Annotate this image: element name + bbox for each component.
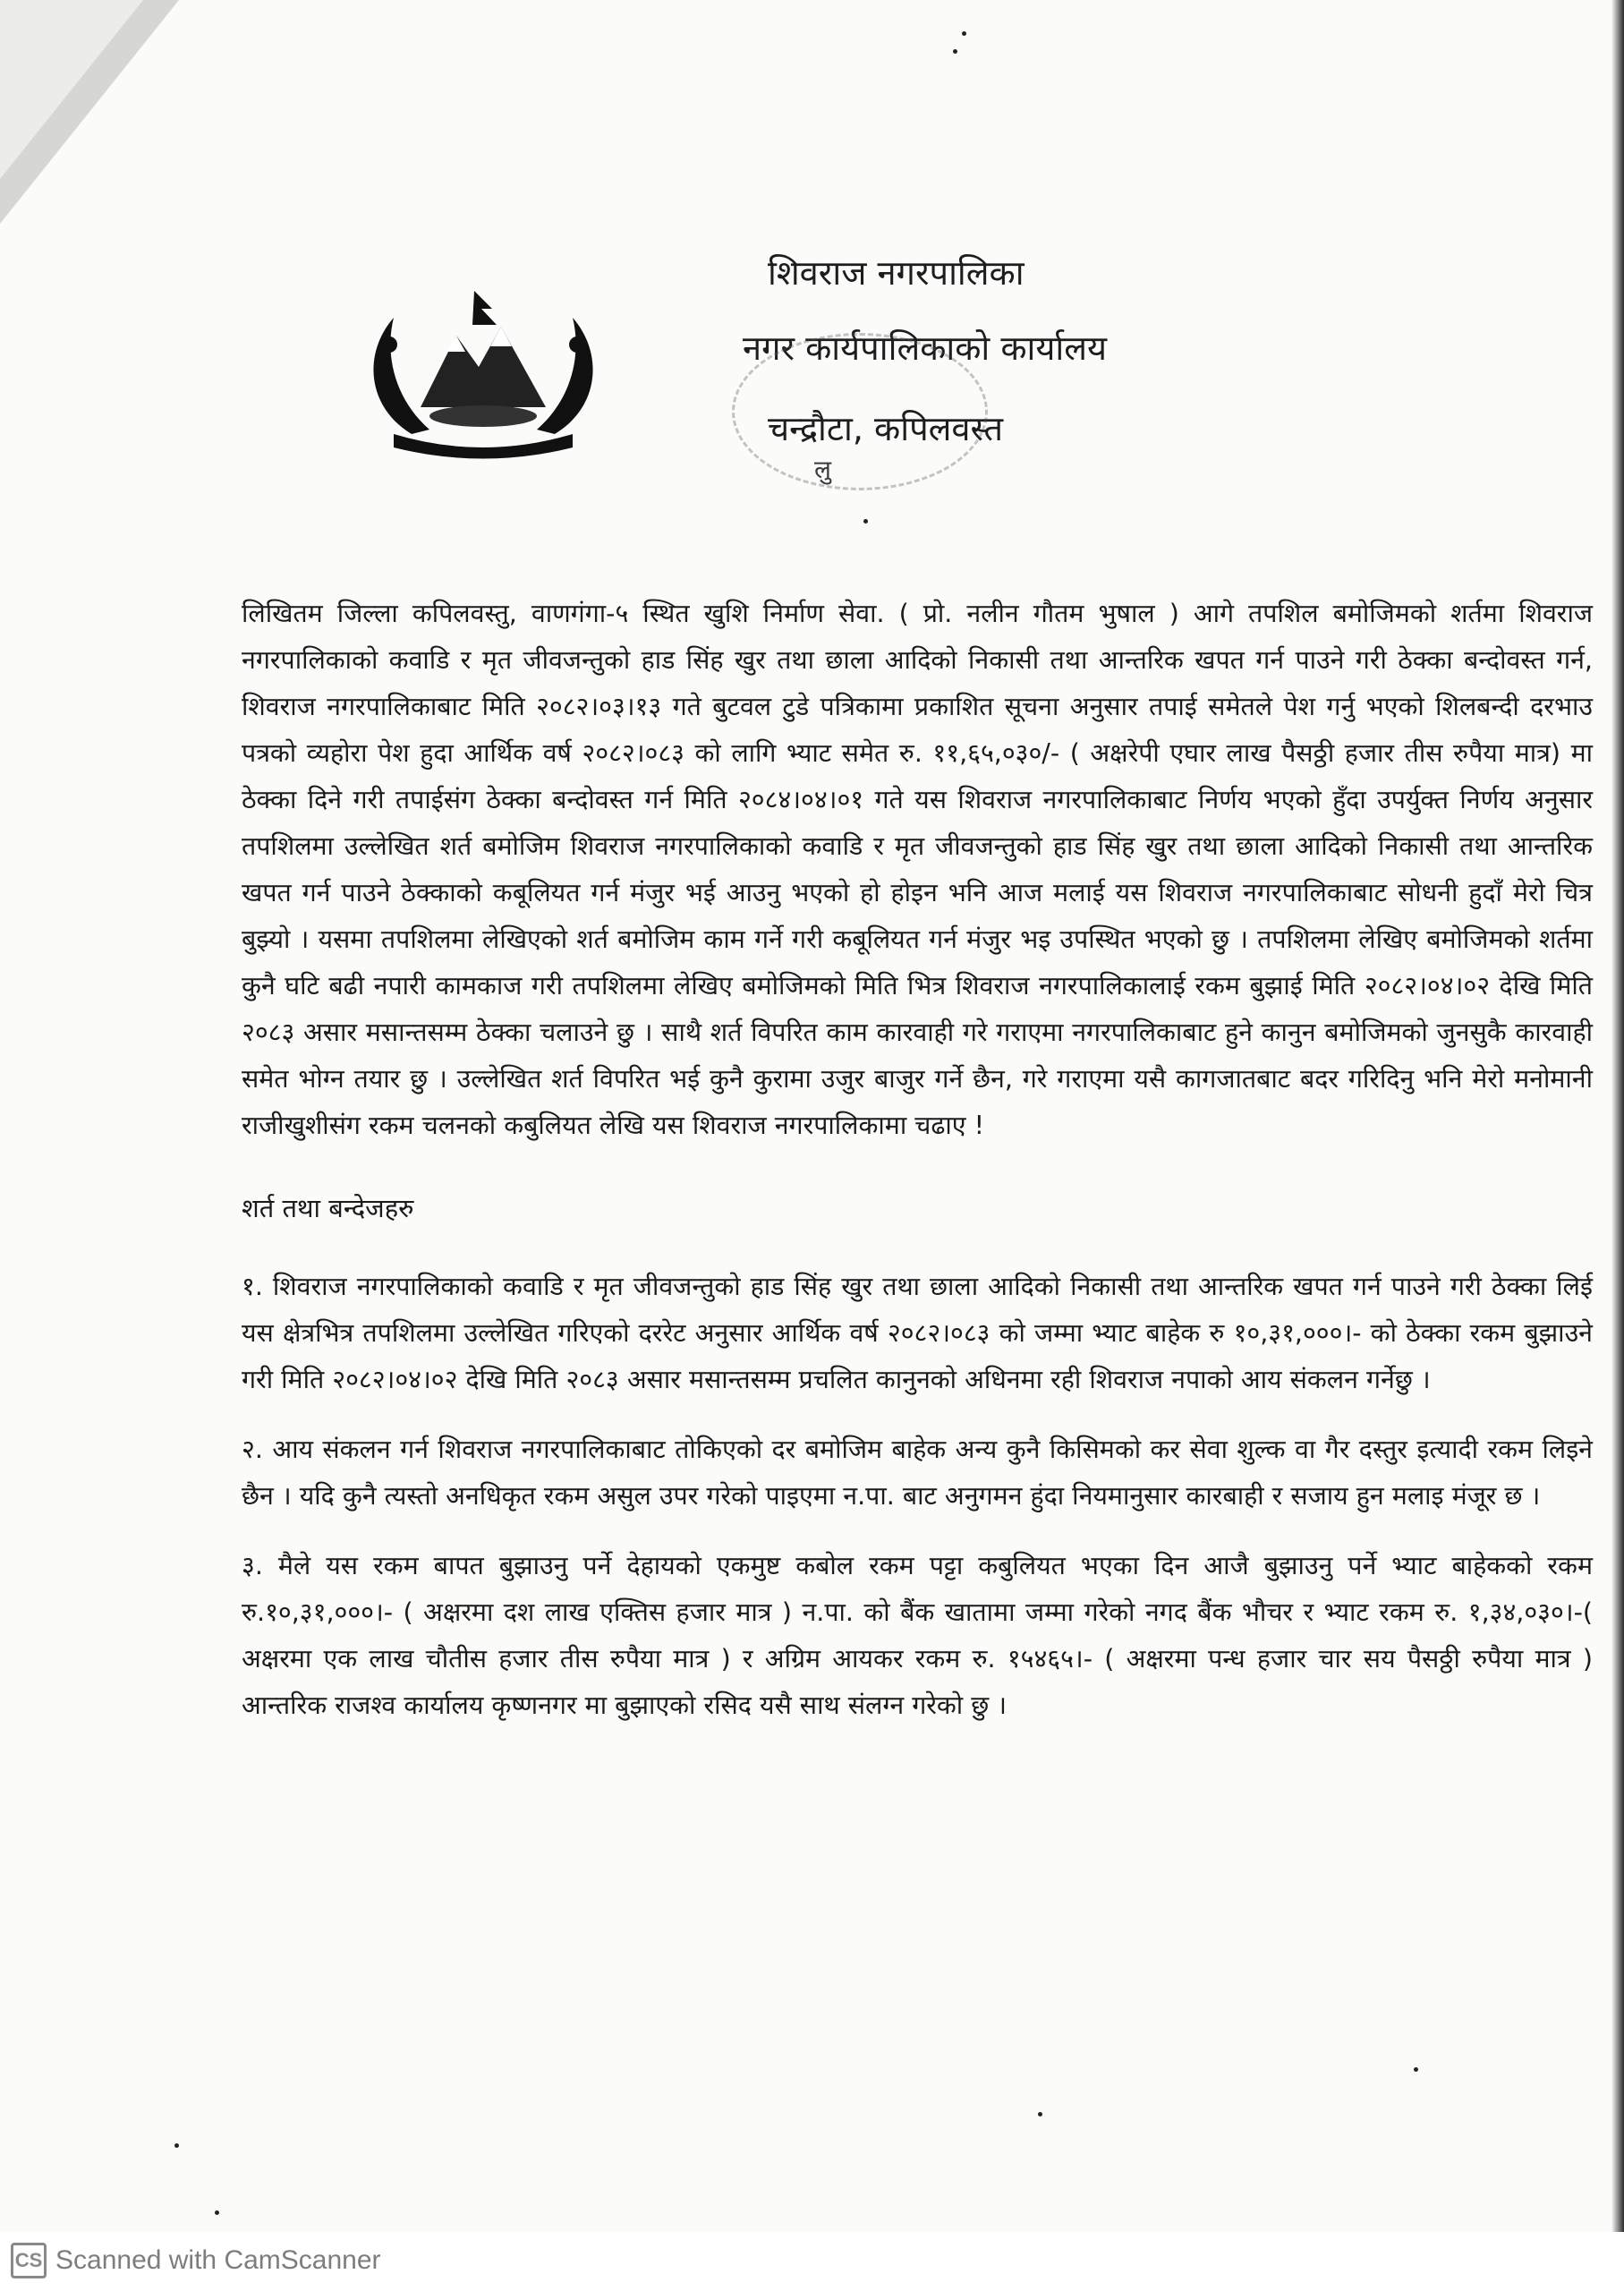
municipality-name: शिवराज नगरपालिका [768, 253, 1025, 293]
page-edge-shadow [1611, 0, 1624, 2291]
office-name: नगर कार्यपालिकाको कार्यालय [743, 328, 1108, 368]
folded-corner-highlight [0, 0, 143, 179]
office-stamp [732, 333, 988, 490]
camscanner-logo-icon: CS [11, 2243, 47, 2278]
letter-body [242, 591, 1593, 1752]
stamp-mark: लु [814, 455, 831, 484]
section-title: शर्त तथा बन्देजहरु [242, 1193, 414, 1223]
office-address: चन्द्रौटा, कपिलवस्त [768, 409, 1003, 448]
camscanner-watermark [11, 2243, 381, 2278]
clause-2: २. आय संकलन गर्न शिवराज नगरपालिकाबाट तोकिएको दर बमोजिम बाहेक अन्य कुनै किसिमको कर सेवा शुल्क वा गैर दस्तुर इत्यादी रकम लिइने छैन । यदि कुनै त्यस्तो अनधिकृत रकम असुल उपर गरेको पाइएमा न.पा. बाट अनुगमन हुंदा नियमानुसार कारबाही र सजाय हुन मलाइ मंजूर छ । [242, 1435, 1593, 1511]
clause-1: १. शिवराज नगरपालिकाको कवाडि र मृत जीवजन्तुको हाड सिंह खुर तथा छाला आदिको निकासी तथा आन्तरिक खपत गर्न पाउने गरी ठेक्का लिई यस क्षेत्रभित्र तपशिलमा उल्लेखित गरिएको दररेट अनुसार आर्थिक वर्ष २०८२।०८३ को जम्मा भ्याट बाहेक रु १०,३१,०००।- को ठेक्का रकम बुझाउने गरी मिति २०८२।०४।०२ देखि मिति २०८३ असार मसान्तसम्म प्रचलित कानुनको अधिनमा रही शिवराज नपाको आय संकलन गर्नेछु । [242, 1272, 1593, 1394]
clause-3: ३. मैले यस रकम बापत बुझाउनु पर्ने देहायको एकमुष्ट कबोल रकम पट्टा कबुलियत भएका दिन आजै बुझाउनु पर्ने भ्याट बाहेकको रकम रु.१०,३१,०००।- ( अक्षरमा दश लाख एक्तिस हजार मात्र ) न.पा. को बैंक खातामा जम्मा गरेको नगद बैंक भौचर र भ्याट रकम रु. १,३४,०३०।-( अक्षरमा एक लाख चौतीस हजार तीस रुपैया मात्र ) र अग्रिम आयकर रकम रु. १५४६५।- ( अक्षरमा पन्ध हजार चार सय पैसठ्ठी रुपैया मात्र ) आन्तरिक राजश्व कार्यालय कृष्णनगर मा बुझाएको रसिद यसै साथ संलग्न गरेको छु । [242, 1551, 1593, 1720]
nepal-government-emblem-icon [358, 282, 608, 461]
watermark-text: Scanned with CamScanner [55, 2245, 381, 2275]
intro-paragraph: लिखितम जिल्ला कपिलवस्तु, वाणगंगा-५ स्थित खुशि निर्माण सेवा. ( प्रो. नलीन गौतम भुषाल ) आगे तपशिल बमोजिमको शर्तमा शिवराज नगरपालिकाको कवाडि र मृत जीवजन्तुको हाड सिंह खुर तथा छाला आदिको निकासी तथा आन्तरिक खपत गर्न पाउने गरी ठेक्का बन्दोवस्त गर्न, शिवराज नगरपालिकाबाट मिति २०८२।०३।१३ गते बुटवल टुडे पत्रिकामा प्रकाशित सूचना अनुसार तपाई समेतले पेश गर्नु भएको शिलबन्दी दरभाउ पत्रको व्यहोरा पेश हुदा आर्थिक वर्ष २०८२।०८३ को लागि भ्याट समेत रु. ११,६५,०३०/- ( अक्षरेपी एघार लाख पैसठ्ठी हजार तीस रुपैया मात्र) मा ठेक्का दिने गरी तपाईसंग ठेक्का बन्दोवस्त गर्न मिति २०८४।०४।०१ गते यस शिवराज नगरपालिकाबाट निर्णय भएको हुँदा उपर्युक्त निर्णय अनुसार तपशिलमा उल्लेखित शर्त बमोजिम शिवराज नगरपालिकाको कवाडि र मृत जीवजन्तुको हाड सिंह खुर तथा छाला आदिको निकासी तथा आन्तरिक खपत गर्न पाउने ठेक्काको कबूलियत गर्न मंजुर भई आउनु भएको हो होइन भनि आज मलाई यस शिवराज नगरपालिकाबाट सोधनी हुदाँ मेरो चित्र बुझ्यो । यसमा तपशिलमा लेखिएको शर्त बमोजिम काम गर्ने गरी कबूलियत गर्न मंजुर भइ उपस्थित भएको छु । तपशिलमा लेखिए बमोजिमको शर्तमा कुनै घटि बढी नपारी कामकाज गरी तपशिलमा लेखिए बमोजिमको मिति भित्र शिवराज नगरपालिकालाई रकम बुझाई मिति २०८२।०४।०२ देखि मिति २०८३ असार मसान्तसम्म ठेक्का चलाउने छु । साथै शर्त विपरित काम कारवाही गरे गराएमा नगरपालिकाबाट हुने कानुन बमोजिमको जुनसुकै कारवाही समेत भोग्न तयार छु । उल्लेखित शर्त विपरित भई कुनै कुरामा उजुर बाजुर गर्ने छैन, गरे गराएमा यसै कागजातबाट बदर गरिदिनु भनि मेरो मनोमानी राजीखुशीसंग रकम चलनको कबुलियत लेखि यस शिवराज नगरपालिकामा चढाए ! [242, 599, 1593, 1140]
